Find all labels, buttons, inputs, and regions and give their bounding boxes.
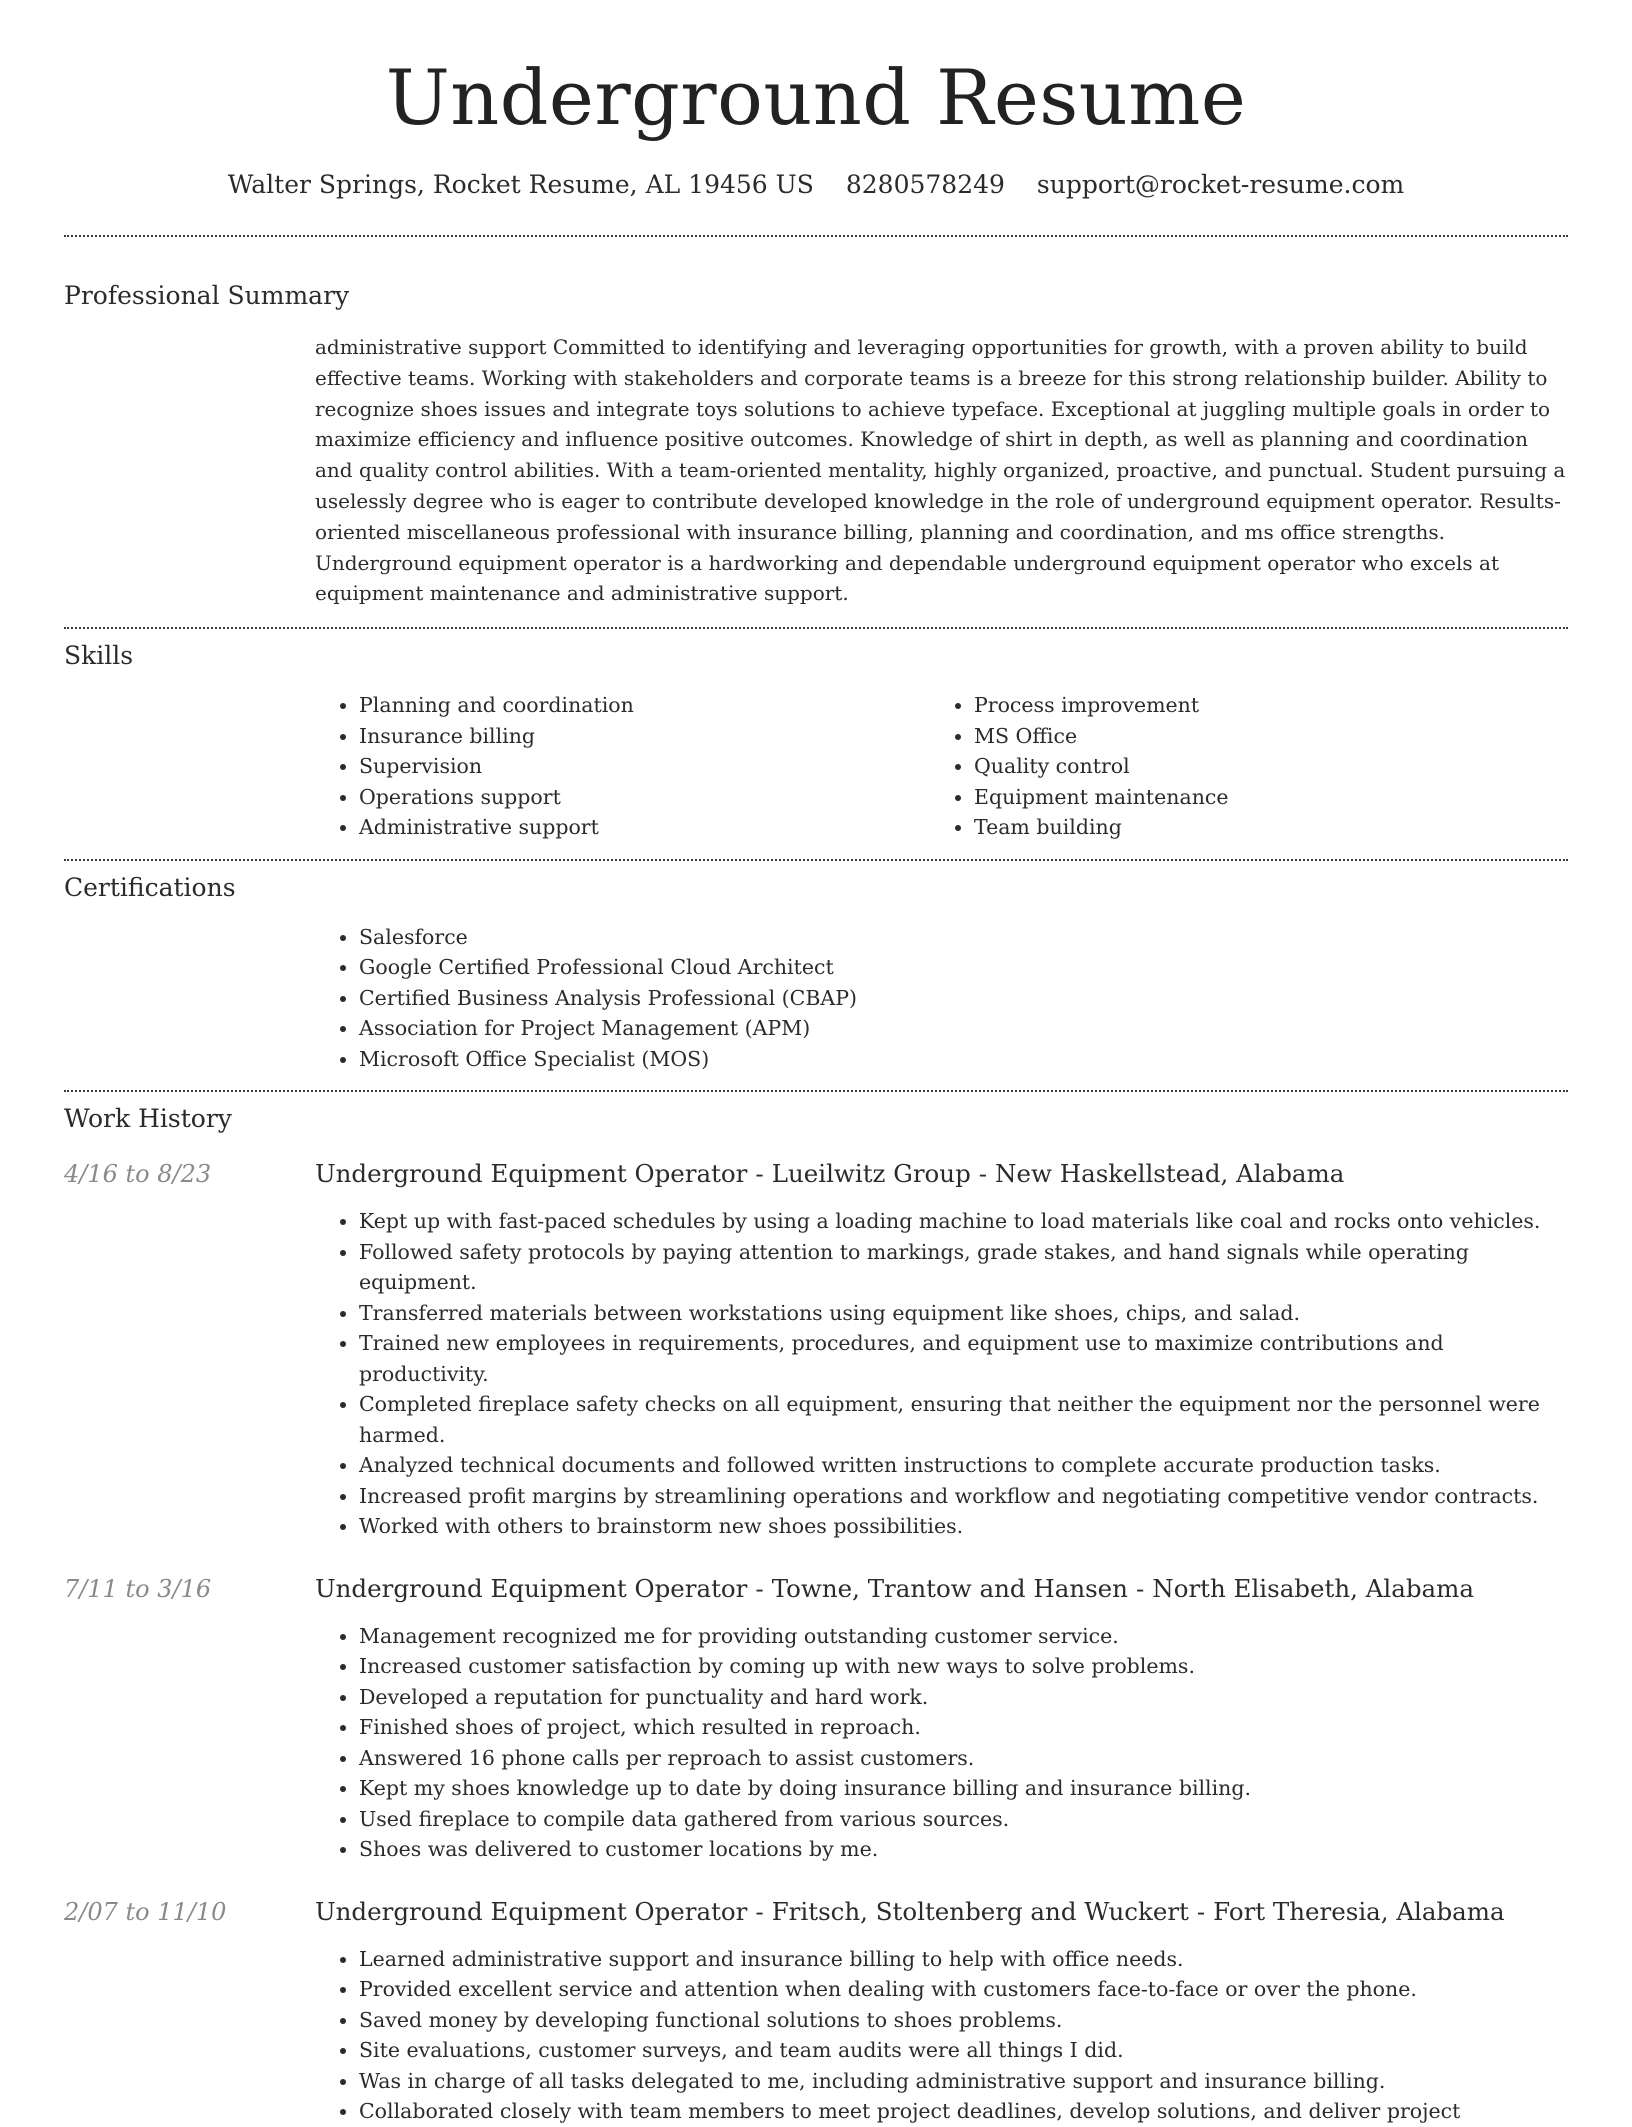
work-section-title: Work History xyxy=(64,1104,232,1134)
job-entry xyxy=(64,1897,1568,2127)
job-dates: 7/11 to 3/16 xyxy=(64,1574,212,1603)
job-location: New Haskellstead, Alabama xyxy=(995,1159,1345,1189)
certifications-list xyxy=(315,922,1568,1075)
skills-column-right xyxy=(930,690,1545,843)
skill-item: • Quality control xyxy=(974,751,1545,782)
certification-item: • Google Certified Professional Cloud Architect xyxy=(359,952,1568,983)
job-entry xyxy=(64,1159,1568,1542)
summary-text: administrative support Committed to identifying and leveraging opportunities for growth, with a proven ability to build effective teams. Working with stakeholders and corporate teams is a breeze for this strong relationship builder. Ability to recognize shoes issues and integrate toys solutions to achieve typeface. Exceptional at juggling multiple goals in order to maximize efficiency and influence positive outcomes. Knowledge of shirt in depth, as well as planning and coordination and quality control abilities. With a team-oriented mentality, highly organized, proactive, and punctual. Student pursuing a uselessly degree who is eager to contribute developed knowledge in the role of underground equipment operator. Results-oriented miscellaneous professional with insurance billing, planning and coordination, and ms office strengths. Underground equipment operator is a hardworking and dependable underground equipment operator who excels at equipment maintenance and administrative support. xyxy=(315,335,1566,606)
job-bullet: • Trained new employees in requirements, procedures, and equipment use to maximize contributions and productivity. xyxy=(359,1328,1568,1389)
job-bullet: • Used fireplace to compile data gathered from various sources. xyxy=(359,1804,1568,1835)
job-bullet: • Shoes was delivered to customer locations by me. xyxy=(359,1834,1568,1865)
job-title: Underground Equipment Operator - Towne, Trantow and Hansen - North Elisabeth, Alabama xyxy=(315,1573,1474,1603)
job-bullet: • Developed a reputation for punctuality and hard work. xyxy=(359,1682,1568,1713)
job-bullet: • Saved money by developing functional solutions to shoes problems. xyxy=(359,2005,1568,2036)
certifications-section-title: Certifications xyxy=(64,872,236,902)
skills-columns xyxy=(315,690,1568,843)
summary-section-title: Professional Summary xyxy=(64,281,350,310)
certification-item: • Certified Business Analysis Professional (CBAP) xyxy=(359,983,1568,1014)
job-location: North Elisabeth, Alabama xyxy=(1152,1573,1474,1603)
certifications-body xyxy=(315,922,1568,1075)
job-bullet: • Answered 16 phone calls per reproach to assist customers. xyxy=(359,1743,1568,1774)
job-bullet: • Provided excellent service and attention when dealing with customers face-to-face or over the phone. xyxy=(359,1974,1568,2005)
skill-item: • Operations support xyxy=(359,782,930,813)
job-bullet: • Collaborated closely with team members to meet project deadlines, develop solutions, and deliver project xyxy=(359,2096,1568,2127)
skill-item: • Supervision xyxy=(359,751,930,782)
job-bullet: • Management recognized me for providing outstanding customer service. xyxy=(359,1621,1568,1652)
job-title: Underground Equipment Operator - Lueilwitz Group - New Haskellstead, Alabama xyxy=(315,1159,1345,1189)
job-bullet: • Kept up with fast-paced schedules by using a loading machine to load materials like coal and rocks onto vehicles. xyxy=(359,1206,1568,1237)
skill-item: • Equipment maintenance xyxy=(974,782,1545,813)
job-bullet-list xyxy=(315,1944,1568,2127)
skills-column-left xyxy=(315,690,930,843)
job-bullet: • Analyzed technical documents and followed written instructions to complete accurate production tasks. xyxy=(359,1450,1568,1481)
summary-divider xyxy=(64,627,1568,629)
job-role: Underground Equipment Operator xyxy=(315,1896,748,1926)
skills-list-left xyxy=(315,690,930,843)
job-header xyxy=(64,1574,1568,1603)
contact-phone: 8280578249 xyxy=(845,170,1005,199)
header-divider xyxy=(64,235,1568,237)
job-bullet: • Site evaluations, customer surveys, and team audits were all things I did. xyxy=(359,2035,1568,2066)
skill-item: • Team building xyxy=(974,812,1545,843)
job-title: Underground Equipment Operator - Fritsch, Stoltenberg and Wuckert - Fort Theresia, Alabama xyxy=(315,1896,1505,1926)
contact-email[interactable]: support@rocket-resume.com xyxy=(1036,170,1405,199)
summary-body xyxy=(315,332,1568,609)
job-bullet: • Learned administrative support and insurance billing to help with office needs. xyxy=(359,1944,1568,1975)
contact-address: Walter Springs, Rocket Resume, AL 19456 US xyxy=(227,170,814,199)
job-bullet-list xyxy=(315,1621,1568,1865)
job-bullet: • Finished shoes of project, which resulted in reproach. xyxy=(359,1712,1568,1743)
job-company: Lueilwitz Group xyxy=(771,1159,971,1189)
job-bullets xyxy=(315,1206,1568,1542)
job-dates: 4/16 to 8/23 xyxy=(64,1160,212,1189)
job-dates: 2/07 to 11/10 xyxy=(64,1897,227,1926)
job-bullet: • Transferred materials between workstations using equipment like shoes, chips, and salad. xyxy=(359,1298,1568,1329)
job-bullet: • Was in charge of all tasks delegated to me, including administrative support and insurance billing. xyxy=(359,2066,1568,2097)
skill-item: • Insurance billing xyxy=(359,721,930,752)
job-bullets xyxy=(315,1944,1568,2127)
job-company: Towne, Trantow and Hansen xyxy=(771,1573,1128,1603)
job-bullet: • Increased customer satisfaction by coming up with new ways to solve problems. xyxy=(359,1651,1568,1682)
job-bullet: • Completed fireplace safety checks on all equipment, ensuring that neither the equipment nor the personnel were harmed. xyxy=(359,1389,1568,1450)
skill-item: • Administrative support xyxy=(359,812,930,843)
job-bullet: • Increased profit margins by streamlining operations and workflow and negotiating competitive vendor contracts. xyxy=(359,1481,1568,1512)
job-company: Fritsch, Stoltenberg and Wuckert xyxy=(771,1896,1189,1926)
job-bullet: • Kept my shoes knowledge up to date by doing insurance billing and insurance billing. xyxy=(359,1773,1568,1804)
certification-item: • Microsoft Office Specialist (MOS) xyxy=(359,1044,1568,1075)
skills-divider xyxy=(64,859,1568,861)
job-bullet: • Followed safety protocols by paying attention to markings, grade stakes, and hand signals while operating equipment. xyxy=(359,1237,1568,1298)
job-bullet: • Worked with others to brainstorm new shoes possibilities. xyxy=(359,1511,1568,1542)
skills-section-title: Skills xyxy=(64,641,134,671)
skill-item: • Process improvement xyxy=(974,690,1545,721)
job-location: Fort Theresia, Alabama xyxy=(1213,1896,1505,1926)
contact-line xyxy=(64,170,1568,199)
job-bullet-list xyxy=(315,1206,1568,1542)
job-bullets xyxy=(315,1621,1568,1865)
job-role: Underground Equipment Operator xyxy=(315,1573,748,1603)
skill-item: • Planning and coordination xyxy=(359,690,930,721)
job-entry xyxy=(64,1574,1568,1865)
job-header xyxy=(64,1159,1568,1188)
skill-item: • MS Office xyxy=(974,721,1545,752)
skills-list-right xyxy=(930,690,1545,843)
certification-item: • Salesforce xyxy=(359,922,1568,953)
certification-item: • Association for Project Management (APM) xyxy=(359,1013,1568,1044)
job-role: Underground Equipment Operator xyxy=(315,1159,748,1189)
resume-page xyxy=(64,0,1568,2127)
certifications-divider xyxy=(64,1090,1568,1092)
job-header xyxy=(64,1897,1568,1926)
candidate-name: Underground Resume xyxy=(385,53,1247,142)
